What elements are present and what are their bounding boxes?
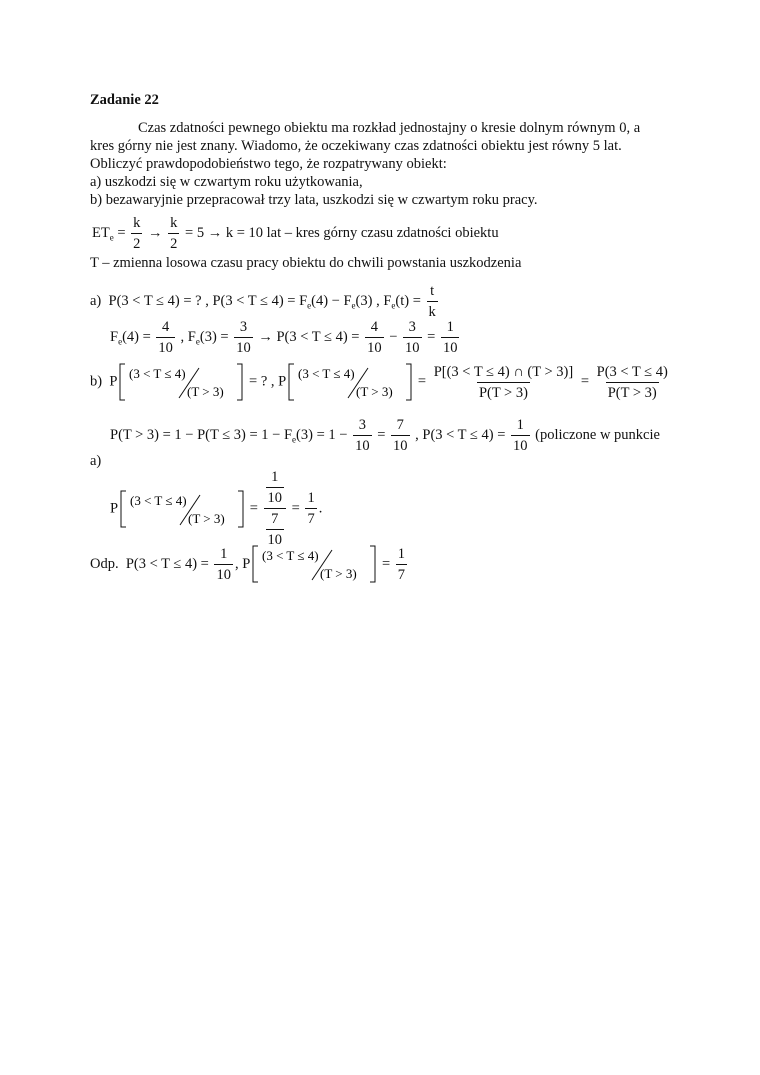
fraction-1-over-10: $\frac{1}{10}$ <box>442 319 458 356</box>
fraction-intersection-over-pt3: $\frac{P[(3 < T \le 4) \cap (T > 3)]}{P(T > 3)}$ <box>433 363 574 401</box>
part-b-line-3: P (3 < T ≤ 4) (T > 3) = $\frac{\frac{1}{10}}{\frac{7}{10}}$ = $\frac{1}{7}$ . <box>110 469 323 548</box>
answer-line: Odp. P(3 < T ≤ 4) = $\frac{1}{10}$ , P (3 < T ≤ 4) (T > 3) = $\frac{1}{7}$ <box>90 545 405 583</box>
conditional-probability-bracket <box>286 362 414 402</box>
conditional-probability-bracket <box>118 489 246 529</box>
random-variable-definition: T – zmienna losowa czasu pracy obiektu do chwili powstania uszkodzenia <box>90 255 522 271</box>
fraction-7-over-10: $\frac{7}{10}$ <box>393 417 408 454</box>
equation-expected-value: $ET_e$ = $\frac{k}{2}$ → $\frac{k}{2}$ = 5 → k = 10 lat – kres górny czasu zdatności obiektu <box>92 215 499 252</box>
fraction-k-over-2: $\frac{k}{2}$ <box>170 215 178 252</box>
condition-given: (T > 3) <box>356 384 393 399</box>
fraction-t-over-k: $\frac{t}{k}$ <box>428 283 436 320</box>
part-b-line-2: $P(T > 3) = 1 - P(T \le 3) = 1 - F_e(3) = 1$ − $\frac{3}{10}$ = $\frac{7}{10}$ , P(3 < T ≤ 4) = $\frac{1}{10}$ (policzone w punkcie <box>110 417 660 454</box>
fraction-1-over-7: $\frac{1}{7}$ <box>307 490 315 527</box>
condition-given: (T > 3) <box>188 510 225 526</box>
intro-line-2: kres górny nie jest znany. Wiadomo, że oczekiwany czas zdatności obiektu jest równy 5 lat. <box>90 138 622 154</box>
fraction-1-over-10: $\frac{1}{10}$ <box>216 545 231 583</box>
intro-line-1: Czas zdatności pewnego obiektu ma rozkład jednostajny o kresie dolnym równym 0, a <box>138 120 641 136</box>
fraction-1-over-10: $\frac{1}{10}$ <box>513 417 528 454</box>
task-title: Zadanie 22 <box>90 92 159 108</box>
fraction-3-over-10: $\frac{3}{10}$ <box>355 417 370 454</box>
fraction-4-over-10: $\frac{4}{10}$ <box>367 319 382 356</box>
intro-item-b: b) bezawaryjnie przepracował trzy lata, uszkodzi się w czwartym roku pracy. <box>90 192 538 208</box>
condition-event: (3 < T ≤ 4) <box>298 366 355 381</box>
intro-item-a: a) uszkodzi się w czwartym roku użytkowania, <box>90 174 363 190</box>
fraction-k-over-2: $\frac{k}{2}$ <box>133 215 141 252</box>
fraction-1-over-7: $\frac{1}{7}$ <box>397 545 405 583</box>
part-a-line-1: a) P(3 < T ≤ 4) = ? , $P(3 < T \le 4) = F_e(4) - F_e(3)$ , $F_e(t)$ = $\frac{t}{k}$ <box>90 283 436 320</box>
condition-given: (T > 3) <box>320 566 358 581</box>
condition-event: (3 < T ≤ 4) <box>129 366 187 381</box>
part-b-line-1: b) P (3 < T ≤ 4) (T > 3) = ? , P (3 < T ≤ 4) (T > 3) = $\frac{P[(3 < T \le 4) \cap (T > 3)]}{P(T > 3)}$ = $\frac{P(3 < T \le 4)}{P(T > 3)}$ <box>90 363 668 401</box>
condition-given: (T > 3) <box>187 384 225 399</box>
part-b-wrap-a: a) <box>90 453 102 469</box>
fraction-4-over-10: $\frac{4}{10}$ <box>158 319 173 356</box>
compound-fraction: $\frac{\frac{1}{10}}{\frac{7}{10}}$ <box>264 468 287 549</box>
conditional-probability-bracket <box>117 362 245 402</box>
condition-event: (3 < T ≤ 4) <box>130 492 187 508</box>
part-a-line-2: $F_e(4)$ = $\frac{4}{10}$ , $F_e(3)$ = $\frac{3}{10}$ → P(3 < T ≤ 4) = $\frac{4}{10}$ − $\frac{3}{10}$ = $\frac{1}{10}$ <box>110 319 458 356</box>
intro-line-3: Obliczyć prawdopodobieństwo tego, że rozpatrywany obiekt: <box>90 156 447 172</box>
fraction-3-over-10: $\frac{3}{10}$ <box>405 319 420 356</box>
conditional-probability-bracket <box>250 544 378 584</box>
condition-event: (3 < T ≤ 4) <box>262 548 319 563</box>
fraction-3-over-10: $\frac{3}{10}$ <box>236 319 251 356</box>
fraction-p34-over-pt3: $\frac{P(3 < T \le 4)}{P(T > 3)}$ <box>596 363 668 401</box>
